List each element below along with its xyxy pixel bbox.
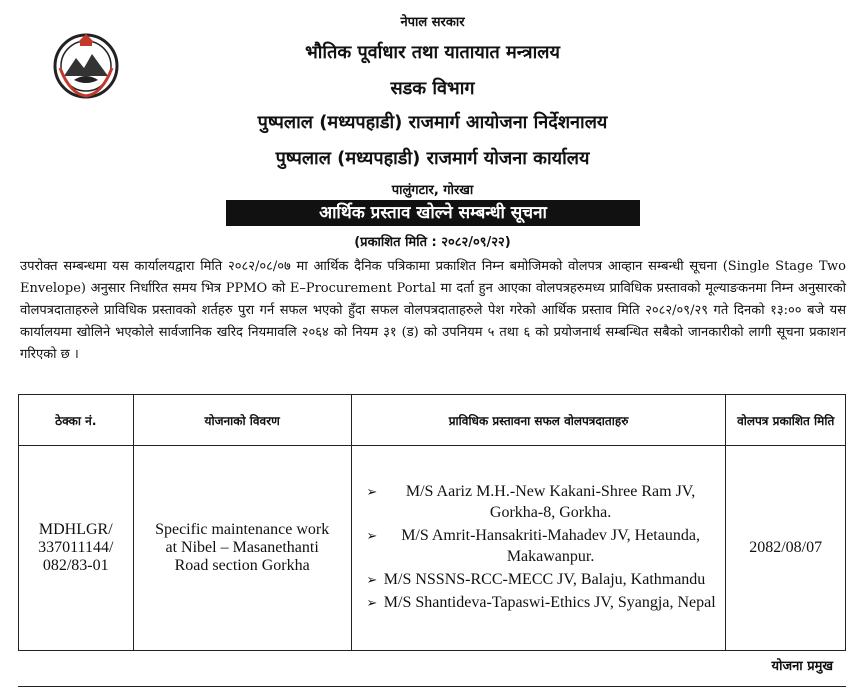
bidder-name: M/S NSSNS-RCC-MECC JV, Balaju, Kathmandu [383,571,706,588]
bidder-name: M/S Amrit-Hansakriti-Mahadev JV, Hetaunda, Makawanpur. [401,527,700,565]
header-bidders: प्राविधिक प्रस्तावना सफल वोलपत्रदाताहरु [351,395,726,446]
published-date-cell: 2082/08/07 [726,446,846,651]
bidder-name: M/S Aariz M.H.-New Kakani-Shree Ram JV, Gorkha-8, Gorkha. [405,483,696,521]
government-name: नेपाल सरकार [400,15,465,30]
arrow-right-icon: ➢ [366,484,378,499]
notice-body: उपरोक्त सम्बन्धमा यस कार्यालयद्वारा मिति २०८२/०८/०७ मा आर्थिक दैनिक पत्रिकामा प्रकाशित निम्न बमोजिमको वोलपत्र आव्हान सम्बन्धी सूचना (Single Stage Two Envelope) अनुसार निर्धारित समय भित्र PPMO को E–Procurement Portal मा दर्ता हुन आएका वोलपत्रहरुमध्य प्राविधिक प्रस्तावको मूल्याङकनमा निम्न अनुसारको वोलपत्रदाताहरुले प्राविधिक प्रस्तावको शर्तहरु पुरा गर्न सफल भएको हुँदा सफल वोलपत्रदाताहरुले पेश गरेको आर्थिक प्रस्ताव मिति २०८२/०९/२९ गते दिनको १३:०० बजे यस कार्यालयमा खोलिने भएकोले सार्वजानिक खरिद नियमावलि २०६४ को नियम ३१ (ड) को उपनियम ५ तथा ६ को प्रयोजनार्थ सम्बन्धित सबैको जानकारीको लागी सूचना प्रकाशन गरिएको छ । [20,259,846,362]
directorate-name: पुष्पलाल (मध्यपहाडी) राजमार्ग आयोजना निर्देशनालय [257,112,608,133]
list-item [360,569,718,590]
tender-table [18,394,846,651]
published-date: (प्रकाशित मिति : २०८२/०९/२२) [354,235,511,250]
list-item [360,592,718,613]
header-published-date: वोलपत्र प्रकाशित मिति [726,395,846,446]
table-row [19,446,846,651]
bidder-list [360,481,718,613]
bidders-cell [351,446,726,651]
arrow-right-icon: ➢ [366,528,378,543]
office-name: पुष्पलाल (मध्यपहाडी) राजमार्ग योजना कार्यालय [275,148,590,169]
bottom-divider [18,686,846,687]
ministry-name: भौतिक पूर्वाधार तथा यातायात मन्त्रालय [305,42,560,63]
list-item [360,481,718,523]
notice-title: आर्थिक प्रस्ताव खोल्ने सम्बन्धी सूचना [226,200,640,226]
signatory: योजना प्रमुख [771,659,833,674]
department-name: सडक विभाग [390,78,475,99]
description-cell: Specific maintenance work at Nibel – Masanethanti Road section Gorkha [133,446,351,651]
arrow-right-icon: ➢ [366,595,378,610]
letterhead [0,12,865,198]
contract-no-cell: MDHLGR/ 337011144/ 082/83-01 [19,446,134,651]
list-item [360,525,718,567]
header-contract-no: ठेक्का नं. [19,395,134,446]
office-location: पालुंगटार, गोरखा [391,183,474,198]
header-description: योजनाको विवरण [133,395,351,446]
bidder-name: M/S Shantideva-Tapaswi-Ethics JV, Syangja, Nepal [383,594,716,611]
table-header-row [19,395,846,446]
arrow-right-icon: ➢ [366,572,378,587]
